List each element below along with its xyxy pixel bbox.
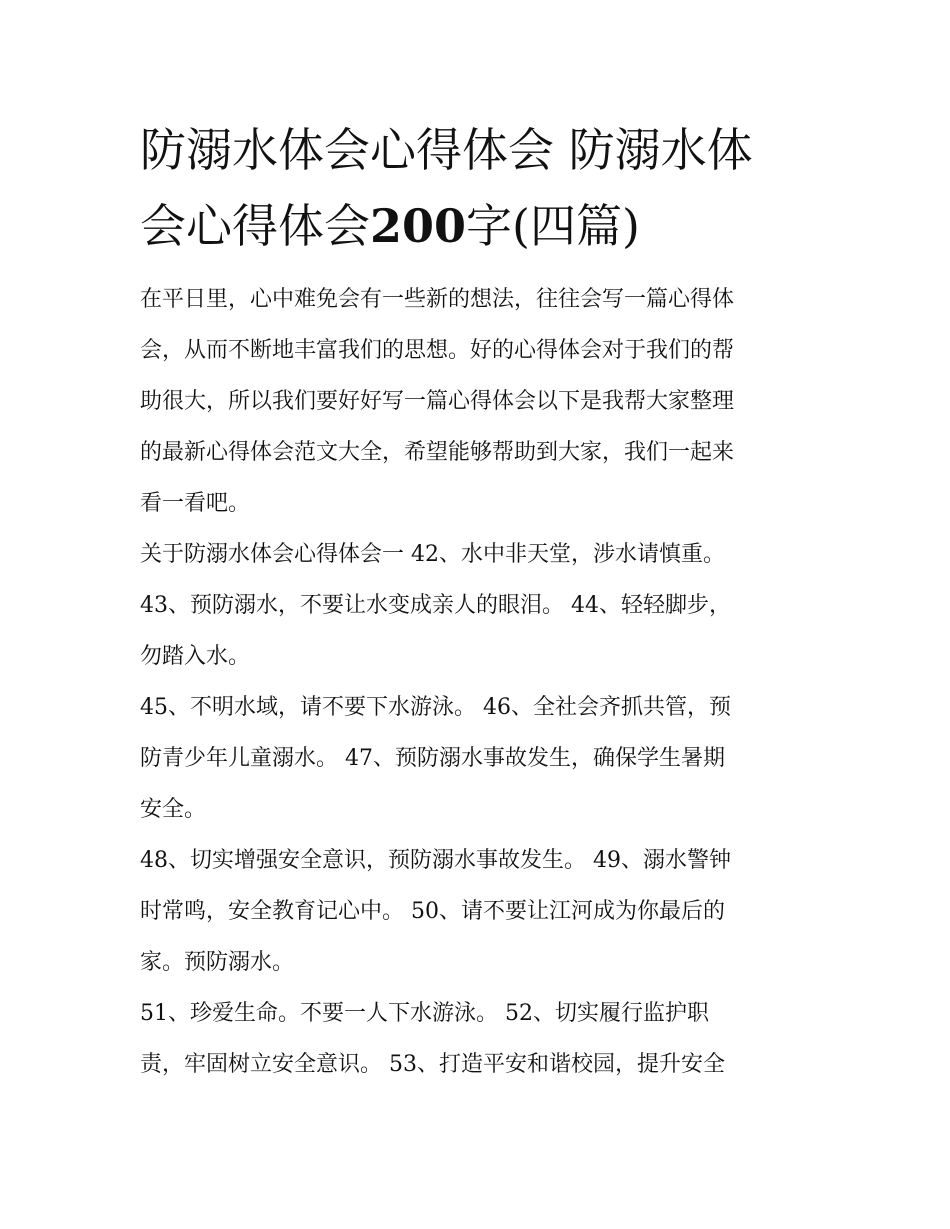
title-line <box>140 188 820 264</box>
document-page <box>140 112 820 1090</box>
text-line: 48、切实增强安全意识，预防溺水事故发生。 49、溺水警钟 <box>140 848 731 873</box>
text-line: 勿踏入水。 <box>140 644 251 669</box>
text-line: 的最新心得体会范文大全，希望能够帮助到大家，我们一起来 <box>140 440 735 465</box>
text-line: 责，牢固树立安全意识。 53、打造平安和谐校园，提升安全 <box>140 1052 725 1077</box>
text-line: 助很大，所以我们要好好写一篇心得体会以下是我帮大家整理 <box>140 389 735 414</box>
text-line: 家。预防溺水。 <box>140 950 295 975</box>
document-title <box>140 112 820 264</box>
body-paragraph <box>140 988 820 1090</box>
text-line: 在平日里，心中难免会有一些新的想法，往往会写一篇心得体 <box>140 287 735 312</box>
title-text: 会心得体会 <box>140 199 370 253</box>
text-line: 时常鸣，安全教育记心中。 50、请不要让江河成为你最后的 <box>140 899 725 924</box>
title-text: 字(四篇) <box>466 199 640 253</box>
title-number: 200 <box>370 199 467 253</box>
intro-paragraph <box>140 274 820 529</box>
text-line: 关于防溺水体会心得体会一 42、水中非天堂，涉水请慎重。 <box>140 542 725 567</box>
text-line: 会，从而不断地丰富我们的思想。好的心得体会对于我们的帮 <box>140 338 735 363</box>
text-line: 43、预防溺水，不要让水变成亲人的眼泪。 44、轻轻脚步， <box>140 593 731 618</box>
text-line: 安全。 <box>140 797 207 822</box>
body-paragraph <box>140 682 820 835</box>
body-paragraph <box>140 835 820 988</box>
text-line: 51、珍爱生命。不要一人下水游泳。 52、切实履行监护职 <box>140 1001 709 1026</box>
title-line: 防溺水体会心得体会 防溺水体 <box>140 123 753 177</box>
text-line: 防青少年儿童溺水。 47、预防溺水事故发生，确保学生暑期 <box>140 746 725 771</box>
body-paragraph <box>140 529 820 682</box>
text-line: 45、不明水域，请不要下水游泳。 46、全社会齐抓共管，预 <box>140 695 731 720</box>
text-line: 看一看吧。 <box>140 491 251 516</box>
